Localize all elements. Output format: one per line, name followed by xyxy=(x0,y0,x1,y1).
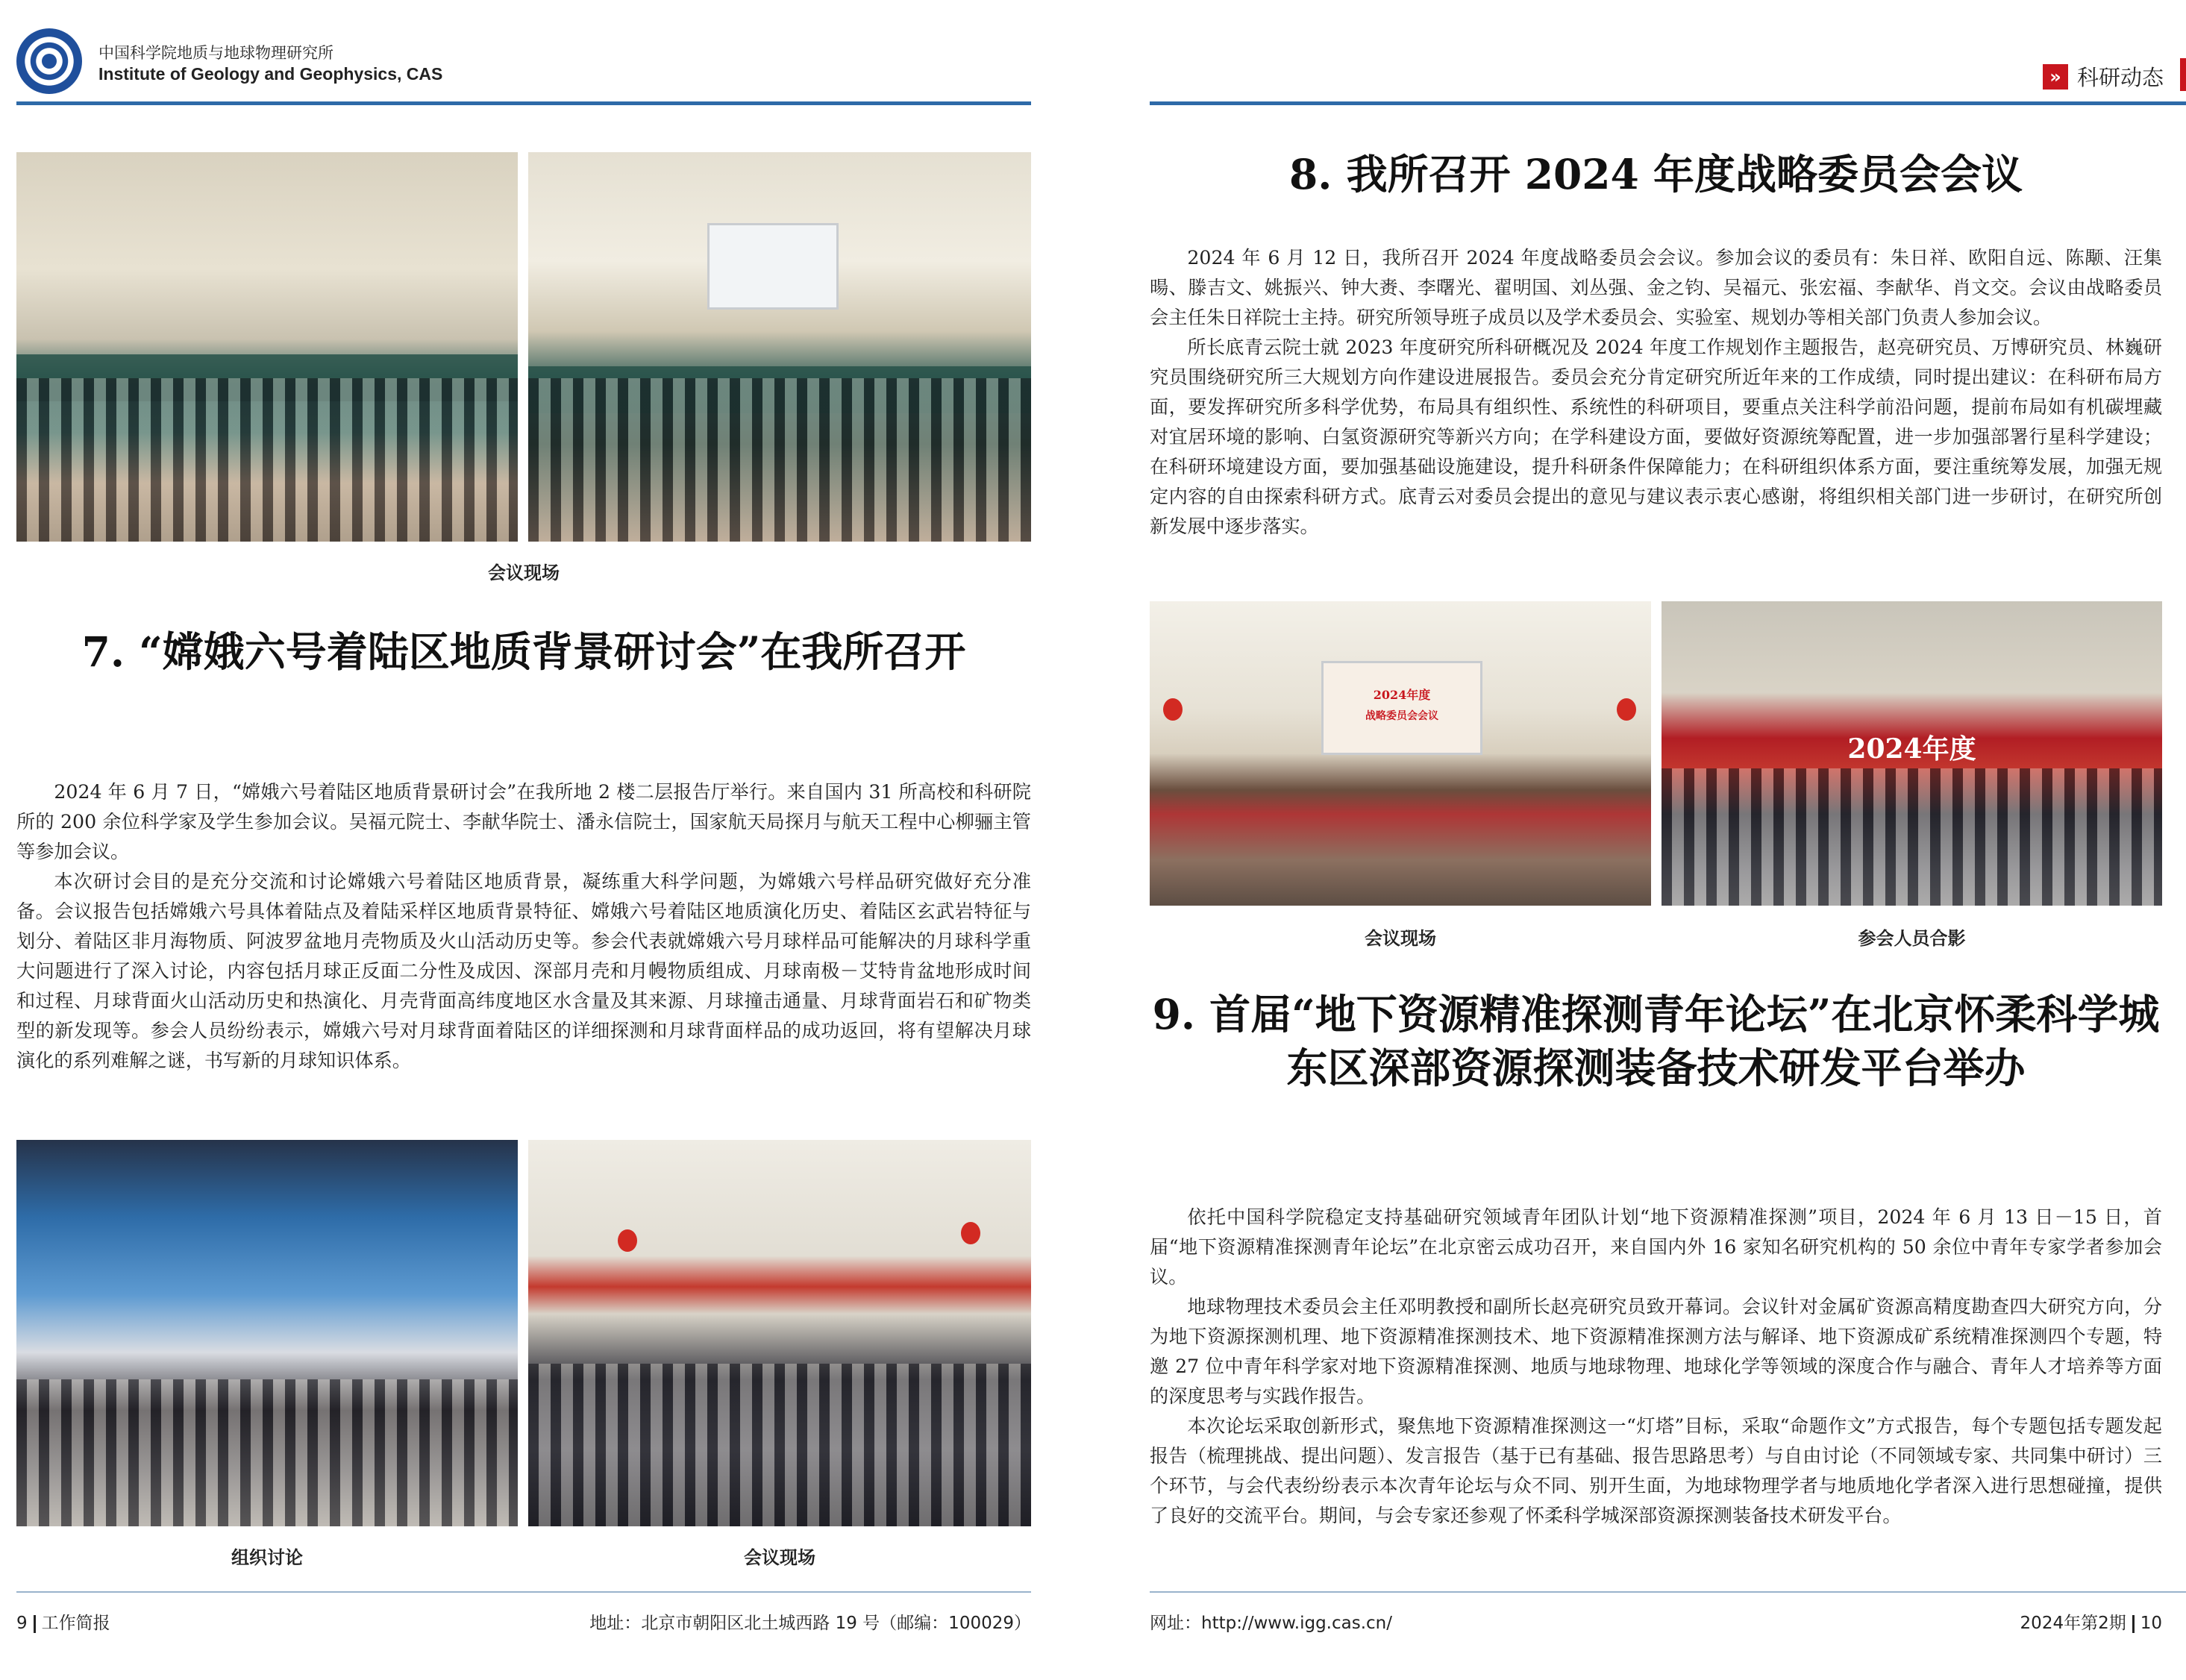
group-photo-caption: 参会人员合影 xyxy=(1858,928,1966,949)
screen-title-year: 2024年度 xyxy=(1373,688,1431,702)
footer-rule xyxy=(16,1591,1031,1593)
footer-rule xyxy=(1150,1591,2186,1593)
page-number: 10 xyxy=(2140,1614,2162,1633)
article-9-paragraph: 本次论坛采取创新形式，聚焦地下资源精准探测这一“灯塔”目标，采取“命题作文”方式报告，每个专题包括专题发起报告（梳理挑战、提出问题）、发言报告（基于已有基础、报告思路思考）与自由讨论（不同领域专家、共同集中研讨）三个环节，与会代表纷纷表示本次青年论坛与众不同、别开生面，为地球物理学者与地质地化学者深入进行思想碰撞，提供了良好的交流平台。期间，与会专家还参观了怀柔科学城深部资源探测装备技术研发平台。 xyxy=(1150,1415,2162,1526)
auditorium-photo xyxy=(528,1140,1031,1526)
article-7-title: 7. “嫦娥六号着陆区地质背景研讨会”在我所召开 xyxy=(81,627,966,676)
footer-website[interactable]: 网址：http://www.igg.cas.cn/ xyxy=(1150,1614,1392,1633)
article-9-paragraph: 地球物理技术委员会主任邓明教授和副所长赵亮研究员致开幕词。会议针对金属矿资源高精度勘查四大研究方向，分为地下资源探测机理、地下资源精准探测技术、地下资源精准探测方法与解译、地下资源成矿系统精准探测四个专题，特邀 27 位中青年科学家对地下资源精准探测、地质与地球物理、地球化学等领域的深度合作与融合、青年人才培养等方面的深度思考与实践作报告。 xyxy=(1150,1296,2162,1407)
meeting-photo-left xyxy=(16,152,518,542)
group-photo xyxy=(1662,601,2162,906)
strategy-meeting-photo xyxy=(1150,601,1651,906)
right-page xyxy=(1093,0,2186,1680)
meeting-photo-right xyxy=(528,152,1031,542)
institute-name-cn: 中国科学院地质与地球物理研究所 xyxy=(98,44,333,62)
right-footer-issue xyxy=(2020,1609,2162,1634)
footer-address: 地址：北京市朝阳区北土城西路 19 号（邮编：100029） xyxy=(589,1614,1031,1633)
group-photo-screen-text: 2024年度 xyxy=(1847,733,1976,765)
article-7-paragraph: 本次研讨会目的是充分交流和讨论嫦娥六号着陆区地质背景，凝练重大科学问题，为嫦娥六号样品研究做好充分准备。会议报告包括嫦娥六号具体着陆点及着陆采样区地质背景特征、嫦娥六号着陆区地质演化历史、着陆区玄武岩特征与划分、着陆区非月海物质、阿波罗盆地月壳物质及火山活动历史等。参会代表就嫦娥六号月球样品可能解决的月球科学重大问题进行了深入讨论，内容包括月球正反面二分性及成因、深部月壳和月幔物质组成、月球南极－艾特肯盆地形成时间和过程、月球背面火山活动历史和热演化、月壳背面高纬度地区水含量及其来源、月球撞击通量、月球背面岩石和矿物类型的新发现等。参会人员纷纷表示，嫦娥六号对月球背面着陆区的详细探测和月球背面样品的成功返回，将有望解决月球演化的系列难解之谜，书写新的月球知识体系。 xyxy=(16,871,1031,1071)
header-rule xyxy=(1150,101,2186,105)
strategy-meeting-caption: 会议现场 xyxy=(1365,928,1436,949)
section-label-text: 科研动态 xyxy=(2076,65,2164,90)
top-photo-caption: 会议现场 xyxy=(488,562,560,583)
article-7-paragraph: 2024 年 6 月 7 日，“嫦娥六号着陆区地质背景研讨会”在我所地 2 楼二层报告厅举行。来自国内 31 所高校和科研院所的 200 余位科学家及学生参加会议。吴福元院士、李献华院士、潘永信院士，国家航天局探月与航天工程中心柳骊主管等参加会议。 xyxy=(16,781,1031,862)
discussion-photo xyxy=(16,1140,518,1526)
institute-logo xyxy=(16,28,82,94)
article-9-title: 9. 首届“地下资源精准探测青年论坛”在北京怀柔科学城东区深部资源探测装备技术研发平台举办 xyxy=(1152,990,2160,1092)
header-rule xyxy=(16,101,1031,105)
section-marker xyxy=(2180,58,2186,91)
article-9-body xyxy=(1150,1203,2162,1531)
article-9-paragraph: 依托中国科学院稳定支持基础研究领域青年团队计划“地下资源精准探测”项目，2024 年 6 月 13 日－15 日，首届“地下资源精准探测青年论坛”在北京密云成功召开，来自国内外 16 家知名研究机构的 50 余位中青年专家学者参加会议。 xyxy=(1150,1206,2162,1288)
auditorium-photo-caption: 会议现场 xyxy=(744,1547,815,1568)
article-8-title: 8. 我所召开 2024 年度战略委员会会议 xyxy=(1289,150,2023,198)
discussion-photo-caption: 组织讨论 xyxy=(231,1547,303,1568)
page-number: 9 xyxy=(16,1614,28,1633)
publication-name: 工作简报 xyxy=(41,1614,110,1633)
left-footer-pub xyxy=(16,1609,110,1634)
double-chevron-right-icon: » xyxy=(2043,64,2068,90)
screen-title-meeting: 战略委员会会议 xyxy=(1365,710,1438,722)
institute-name-en: Institute of Geology and Geophysics, CAS xyxy=(98,64,443,84)
issue-label: 2024年第2期 xyxy=(2020,1614,2126,1633)
article-8-paragraph: 所长底青云院士就 2023 年度研究所科研概况及 2024 年度工作规划作主题报告，赵亮研究员、万博研究员、林巍研究员围绕研究所三大规划方向作建设进展报告。委员会充分肯定研究所近年来的工作成绩，同时提出建议：在科研布局方面，要发挥研究所多科学优势，布局具有组织性、系统性的科研项目，要重点关注科学前沿问题，提前布局如有机碳埋藏对宜居环境的影响、白氢资源研究等新兴方向；在学科建设方面，要做好资源统筹配置，进一步加强部署行星科学建设；在科研环境建设方面，要加强基础设施建设，提升科研条件保障能力；在科研组织体系方面，要注重统筹发展，加强无规定内容的自由探索科研方式。底青云对委员会提出的意见与建议表示衷心感谢，将组织相关部门进一步研讨，在研究所创新发展中逐步落实。 xyxy=(1150,336,2162,537)
article-8-paragraph: 2024 年 6 月 12 日，我所召开 2024 年度战略委员会会议。参加会议的委员有：朱日祥、欧阳自远、陈颙、汪集暘、滕吉文、姚振兴、钟大赉、李曙光、翟明国、刘丛强、金之钧、吴福元、张宏福、李献华、肖文交。会议由战略委员会主任朱日祥院士主持。研究所领导班子成员以及学术委员会、实验室、规划办等相关部门负责人参加会议。 xyxy=(1150,247,2162,328)
section-label xyxy=(2043,61,2164,92)
article-8-body xyxy=(1150,243,2162,542)
article-7-body xyxy=(16,777,1031,1076)
